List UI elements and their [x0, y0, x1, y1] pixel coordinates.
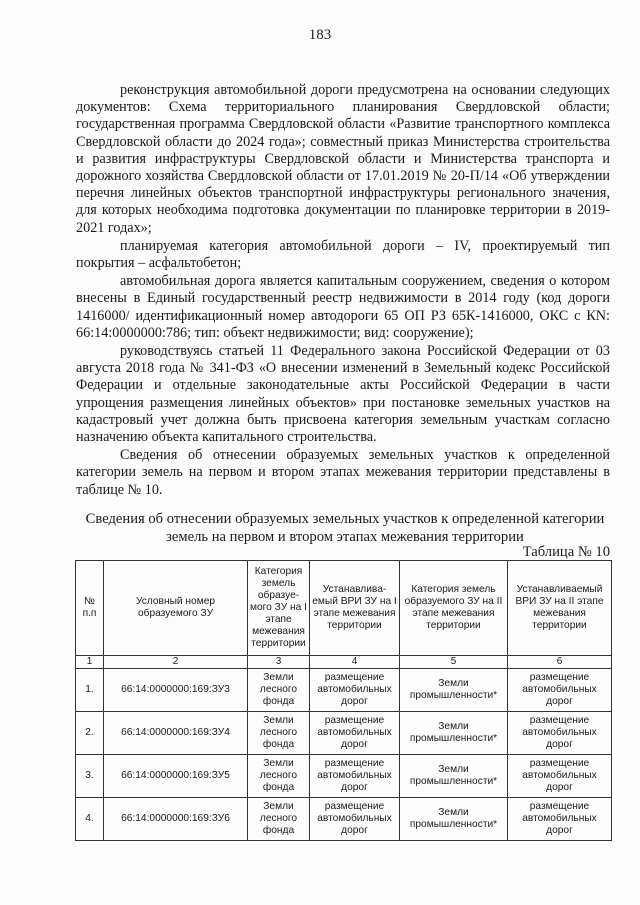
column-number: 4 [310, 656, 400, 669]
column-number: 1 [76, 656, 104, 669]
column-number-row [76, 656, 612, 669]
category-stage-1: Земли лесного фонда [248, 712, 310, 755]
permitted-use-stage-2: размещение автомобильных дорог [508, 712, 612, 755]
parcel-number: 66:14:0000000:169:ЗУ3 [104, 669, 248, 712]
category-stage-1: Земли лесного фонда [248, 798, 310, 841]
page-number: 183 [308, 27, 332, 43]
permitted-use-stage-1: размещение автомобильных дорог [310, 669, 400, 712]
permitted-use-stage-1: размещение автомобильных дорог [310, 712, 400, 755]
row-number: 1. [76, 669, 104, 712]
body-text [76, 82, 610, 499]
paragraph: Сведения об отнесении образуемых земельных участков к определенной категории земель на первом и втором этапах межевания территории представлены в таблице № 10. [76, 447, 610, 498]
table-caption: Таблица № 10 [522, 544, 610, 560]
category-stage-2: Земли промышленности* [400, 798, 508, 841]
row-number: 4. [76, 798, 104, 841]
permitted-use-stage-1: размещение автомобильных дорог [310, 755, 400, 798]
row-number: 2. [76, 712, 104, 755]
column-number: 5 [400, 656, 508, 669]
column-number: 6 [508, 656, 612, 669]
category-stage-2: Земли промышленности* [400, 712, 508, 755]
permitted-use-stage-2: размещение автомобильных дорог [508, 798, 612, 841]
header-cell: № п.п [76, 561, 104, 656]
permitted-use-stage-2: размещение автомобильных дорог [508, 669, 612, 712]
table-header-row [76, 561, 612, 656]
land-category-table [75, 560, 612, 841]
table-row [76, 798, 612, 841]
permitted-use-stage-1: размещение автомобильных дорог [310, 798, 400, 841]
permitted-use-stage-2: размещение автомобильных дорог [508, 755, 612, 798]
table-row [76, 712, 612, 755]
column-number: 2 [104, 656, 248, 669]
category-stage-1: Земли лесного фонда [248, 755, 310, 798]
parcel-number: 66:14:0000000:169:ЗУ5 [104, 755, 248, 798]
table-title: Сведения об отнесении образуемых земельных участков к определенной категории земель на первом и втором этапах межевания территории [85, 511, 605, 545]
table-row [76, 669, 612, 712]
paragraph: планируемая категория автомобильной дороги – IV, проектируемый тип покрытия – асфальтобетон; [76, 237, 610, 272]
category-stage-2: Земли промышленности* [400, 755, 508, 798]
row-number: 3. [76, 755, 104, 798]
table-row [76, 755, 612, 798]
category-stage-2: Земли промышленности* [400, 669, 508, 712]
header-cell: Категория земель образуе-мого ЗУ на I этапе межевания территории [248, 561, 310, 656]
parcel-number: 66:14:0000000:169:ЗУ4 [104, 712, 248, 755]
header-cell: Условный номер образуемого ЗУ [104, 561, 248, 656]
category-stage-1: Земли лесного фонда [248, 669, 310, 712]
header-cell: Устанавлива-емый ВРИ ЗУ на I этапе межевания территории [310, 561, 400, 656]
header-cell: Устанавливаемый ВРИ ЗУ на II этапе межевания территории [508, 561, 612, 656]
parcel-number: 66:14:0000000:169:ЗУ6 [104, 798, 248, 841]
paragraph: реконструкция автомобильной дороги предусмотрена на основании следующих документов: Схема территориального планирования Свердловской области; государственная программа Свердловской области «Развитие транспортного комплекса Свердловской области до 2024 года»; совместный приказ Министерства строительства и развития инфраструктуры Свердловской области и Министерства транспорта и дорожного хозяйства Свердловской области от 17.01.2019 № 20-П/14 «Об утверждении перечня линейных объектов транспортной инфраструктуры регионального значения, для которых необходима подготовка документации по планировке территории в 2019-2021 годах»; [76, 82, 610, 236]
paragraph: автомобильная дорога является капитальным сооружением, сведения о котором внесены в Единый государственный реестр недвижимости в 2014 году (код дороги 1416000/ идентификационный номер автодороги 65 ОП РЗ 65К-1416000, ОКС с КN: 66:14:0000000:786; тип: объект недвижимости; вид: сооружение); [76, 273, 610, 341]
paragraph: руководствуясь статьей 11 Федерального закона Российской Федерации от 03 августа 2018 года № 341-ФЗ «О внесении изменений в Земельный кодекс Российской Федерации и отдельные законодательные акты Российской Федерации в части упрощения размещения линейных объектов» при постановке земельных участков на кадастровый учет должна быть присвоена категория земельным участкам согласно назначению объекта капитального строительства. [76, 343, 610, 446]
column-number: 3 [248, 656, 310, 669]
header-cell: Категория земель образуемого ЗУ на II этапе межевания территории [400, 561, 508, 656]
